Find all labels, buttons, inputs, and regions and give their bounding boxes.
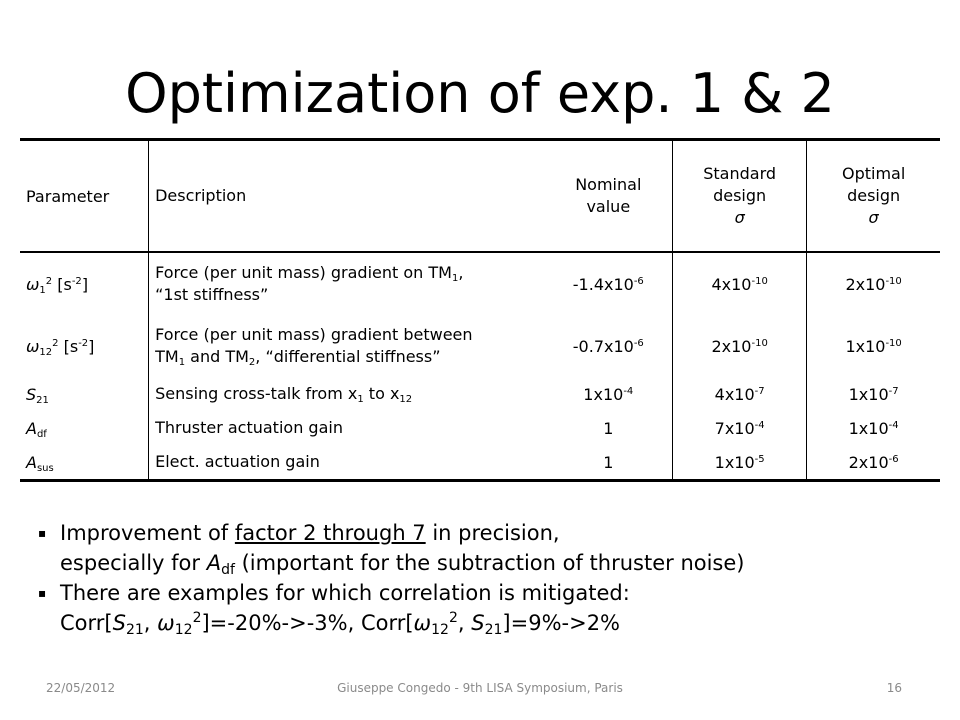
optimal-cell: $1x10^{-7}$ — [807, 377, 940, 411]
description-cell: Thruster actuation gain — [149, 411, 545, 445]
nominal-cell: 1 — [545, 445, 673, 481]
parameter-table — [20, 138, 940, 482]
description-cell: Force (per unit mass) gradient on $TM_1$, “1st stiffness” — [149, 252, 545, 315]
standard-cell: $2x10^{-10}$ — [673, 315, 807, 377]
description-cell: Elect. actuation gain — [149, 445, 545, 481]
description-cell: Sensing cross-talk from $x_1$ to $x_{12}$ — [149, 377, 545, 411]
nominal-cell: $-1.4x10^{-6}$ — [572, 274, 644, 294]
table-row — [20, 411, 940, 445]
header-parameter: Parameter — [20, 140, 149, 253]
header-nominal: Nominal value — [545, 140, 673, 253]
square-bullet-icon: ▪ — [38, 526, 47, 540]
table-row — [20, 377, 940, 411]
description-cell: Force (per unit mass) gradient between $TM_1$ and $TM_2$, “differential stiffness” — [149, 315, 545, 377]
footer-presenter: Giuseppe Congedo - 9th LISA Symposium, Paris — [337, 681, 623, 695]
header-optimal: Optimal design σ — [807, 140, 940, 253]
param-cell: $S_{21}$ — [26, 384, 49, 406]
table-header-row — [20, 140, 940, 253]
optimal-cell: $2x10^{-6}$ — [807, 445, 940, 481]
standard-cell: $4x10^{-7}$ — [673, 377, 807, 411]
param-cell: $A_{sus}$ — [20, 445, 149, 481]
standard-cell: $7x10^{-4}$ — [673, 411, 807, 445]
nominal-cell: $-0.7x10^{-6}$ — [572, 336, 644, 356]
nominal-cell: $1x10^{-4}$ — [583, 384, 634, 404]
slide-title: Optimization of exp. 1 & 2 — [125, 62, 835, 125]
table-row — [20, 252, 940, 315]
optimal-cell: $1x10^{-4}$ — [807, 411, 940, 445]
optimal-cell: $1x10^{-10}$ — [807, 315, 940, 377]
optimal-cell: $2x10^{-10}$ — [807, 252, 940, 315]
header-description: Description — [149, 140, 545, 253]
footer-page-number: 16 — [886, 681, 902, 695]
footer-date: 22/05/2012 — [46, 681, 116, 695]
bullet-item: ▪ Improvement of factor 2 through 7 in precision, especially for $A_{df}$ (important for the subtraction of thruster noise) — [38, 518, 938, 578]
standard-cell: $4x10^{-10}$ — [673, 252, 807, 315]
table-row — [20, 315, 940, 377]
param-cell: $\omega_{12}^2$ $[s^{-2}]$ — [26, 336, 95, 358]
param-cell: $\omega_1^2$ $[s^{-2}]$ — [26, 274, 89, 296]
bullet-list — [38, 518, 938, 638]
square-bullet-icon: ▪ — [38, 586, 47, 600]
header-standard: Standard design σ — [673, 140, 807, 253]
table-row — [20, 445, 940, 481]
nominal-cell: 1 — [603, 418, 614, 438]
param-cell: $A_{df}$ — [26, 418, 47, 440]
standard-cell: $1x10^{-5}$ — [673, 445, 807, 481]
bullet-item: ▪ There are examples for which correlation is mitigated: $Corr[S_{21}$, $\omega_{12}^2]=-20\%->-3\%$, $Corr[\omega_{12}^2$, $S_{21}]=9\%->2\%$ — [38, 578, 938, 638]
